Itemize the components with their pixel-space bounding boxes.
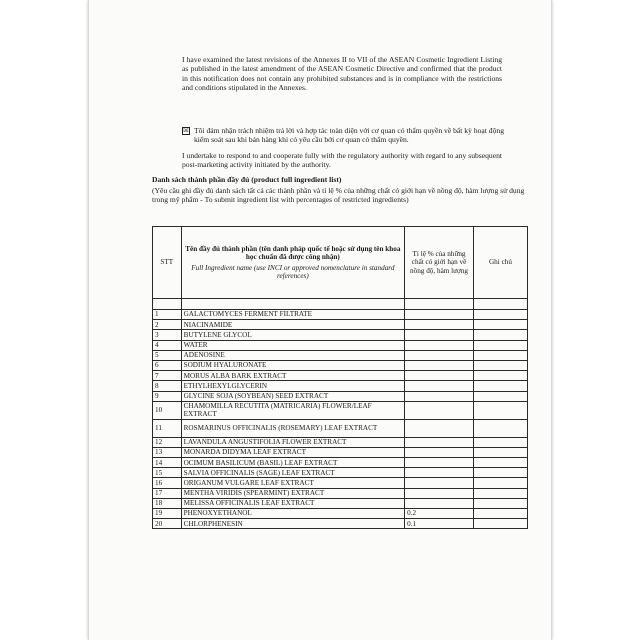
percentage-cell xyxy=(405,381,474,391)
section-note: (Yêu cầu ghi đầy đủ danh sách tất cả các thành phần và tỉ lệ % của những chất có giới hạn về nồng độ, hàm lượng sử dụng trong mỹ phẩm - To submit ingredient list with percentages of restricted ingredients) xyxy=(152,186,525,205)
note-cell xyxy=(473,509,527,519)
ingredient-table xyxy=(152,226,528,529)
row-number-cell: 1 xyxy=(153,310,182,320)
percentage-cell xyxy=(405,419,474,437)
table-row xyxy=(153,360,528,370)
ingredient-name-cell: LAVANDULA ANGUSTIFOLIA FLOWER EXTRACT xyxy=(181,437,405,447)
row-number-cell: 18 xyxy=(153,498,182,508)
ingredient-name-cell: CHAMOMILLA RECUTITA (MATRICARIA) FLOWER/LEAF EXTRACT xyxy=(181,401,405,419)
note-cell xyxy=(473,458,527,468)
header-note: Ghi chú xyxy=(473,227,527,299)
percentage-cell xyxy=(405,498,474,508)
note-cell xyxy=(473,391,527,401)
ingredient-name-cell: PHENOXYETHANOL xyxy=(181,509,405,519)
ingredient-name-cell: BUTYLENE GLYCOL xyxy=(181,330,405,340)
note-cell xyxy=(473,519,527,529)
note-cell xyxy=(473,371,527,381)
spacer-cell xyxy=(181,299,405,310)
row-number-cell: 3 xyxy=(153,330,182,340)
table-row xyxy=(153,478,528,488)
percentage-cell xyxy=(405,320,474,330)
percentage-cell xyxy=(405,340,474,350)
note-cell xyxy=(473,401,527,419)
row-number-cell: 2 xyxy=(153,320,182,330)
ingredient-name-cell: ADENOSINE xyxy=(181,350,405,360)
table-row xyxy=(153,458,528,468)
percentage-cell xyxy=(405,447,474,457)
table-row xyxy=(153,468,528,478)
note-cell xyxy=(473,340,527,350)
row-number-cell: 10 xyxy=(153,401,182,419)
note-cell xyxy=(473,350,527,360)
row-number-cell: 5 xyxy=(153,350,182,360)
row-number-cell: 4 xyxy=(153,340,182,350)
percentage-cell xyxy=(405,478,474,488)
percentage-cell xyxy=(405,330,474,340)
percentage-cell: 0.1 xyxy=(405,519,474,529)
ingredient-name-cell: NIACINAMIDE xyxy=(181,320,405,330)
table-row xyxy=(153,310,528,320)
percentage-cell xyxy=(405,488,474,498)
spacer-cell xyxy=(473,299,527,310)
section-title: Danh sách thành phần đầy đủ (product full ingredient list) xyxy=(152,175,342,184)
percentage-cell xyxy=(405,391,474,401)
ingredient-name-cell: ROSMARINUS OFFICINALIS (ROSEMARY) LEAF EXTRACT xyxy=(181,419,405,437)
note-cell xyxy=(473,320,527,330)
row-number-cell: 15 xyxy=(153,468,182,478)
row-number-cell: 16 xyxy=(153,478,182,488)
percentage-cell xyxy=(405,468,474,478)
header-ingredient-name xyxy=(181,227,405,299)
row-number-cell: 6 xyxy=(153,360,182,370)
header-name-en: Full Ingredient name (use INCI or approved nomenclature in standard references) xyxy=(191,263,395,280)
row-number-cell: 9 xyxy=(153,391,182,401)
percentage-cell xyxy=(405,350,474,360)
header-name-vi: Tên đầy đủ thành phần (tên danh pháp quốc tế hoặc sử dụng tên khoa học chuẩn đã được công nhận) xyxy=(185,245,401,262)
table-row xyxy=(153,509,528,519)
percentage-cell: 0.2 xyxy=(405,509,474,519)
ingredient-name-cell: MENTHA VIRIDIS (SPEARMINT) EXTRACT xyxy=(181,488,405,498)
ingredient-name-cell: MELISSA OFFICINALIS LEAF EXTRACT xyxy=(181,498,405,508)
note-cell xyxy=(473,447,527,457)
table-row xyxy=(153,519,528,529)
row-number-cell: 7 xyxy=(153,371,182,381)
note-cell xyxy=(473,381,527,391)
commitment-vi-text: Tôi đảm nhận trách nhiệm trả lời và hợp tác toàn diện với cơ quan có thẩm quyền về bất kỳ hoạt động kiểm soát sau khi bán hàng khi có yêu cầu bởi cơ quan có thẩm quyền. xyxy=(194,126,504,145)
note-cell xyxy=(473,437,527,447)
commitment-vi-block xyxy=(182,126,504,145)
table-row xyxy=(153,498,528,508)
ingredient-name-cell: MONARDA DIDYMA LEAF EXTRACT xyxy=(181,447,405,457)
spacer-cell xyxy=(405,299,474,310)
note-cell xyxy=(473,419,527,437)
row-number-cell: 12 xyxy=(153,437,182,447)
header-percentage: Tỉ lệ % của những chất có giới hạn về nồng độ, hàm lượng xyxy=(405,227,474,299)
ingredient-name-cell: ETHYLHEXYLGLYCERIN xyxy=(181,381,405,391)
commitment-en-block xyxy=(182,151,502,170)
table-header-row xyxy=(153,227,528,299)
declaration-block xyxy=(182,55,502,93)
header-stt: STT xyxy=(153,227,182,299)
row-number-cell: 8 xyxy=(153,381,182,391)
percentage-cell xyxy=(405,458,474,468)
note-cell xyxy=(473,310,527,320)
note-cell xyxy=(473,330,527,340)
ingredient-name-cell: CHLORPHENESIN xyxy=(181,519,405,529)
table-row xyxy=(153,391,528,401)
declaration-text: I have examined the latest revisions of the Annexes II to VII of the ASEAN Cosmetic Ingredient Listing as published in the latest amendment of the ASEAN Cosmetic Directive and confirmed that the product in this notification does not contain any prohibited substances and is in compliance with the restrictions and conditions stipulated in the Annexes. xyxy=(182,55,502,93)
table-row xyxy=(153,350,528,360)
spacer-cell xyxy=(153,299,182,310)
table-row xyxy=(153,488,528,498)
ingredient-rows xyxy=(153,310,528,529)
table-row xyxy=(153,371,528,381)
table-row xyxy=(153,381,528,391)
ingredient-name-cell: OCIMUM BASILICUM (BASIL) LEAF EXTRACT xyxy=(181,458,405,468)
percentage-cell xyxy=(405,401,474,419)
row-number-cell: 20 xyxy=(153,519,182,529)
ingredient-name-cell: SODIUM HYALURONATE xyxy=(181,360,405,370)
ingredient-name-cell: GLYCINE SOJA (SOYBEAN) SEED EXTRACT xyxy=(181,391,405,401)
percentage-cell xyxy=(405,360,474,370)
table-spacer-row xyxy=(153,299,528,310)
row-number-cell: 19 xyxy=(153,509,182,519)
row-number-cell: 11 xyxy=(153,419,182,437)
percentage-cell xyxy=(405,310,474,320)
table-row xyxy=(153,419,528,437)
checked-checkbox-icon[interactable]: ☒ xyxy=(183,128,189,134)
note-cell xyxy=(473,468,527,478)
ingredient-name-cell: SALVIA OFFICINALIS (SAGE) LEAF EXTRACT xyxy=(181,468,405,478)
note-cell xyxy=(473,498,527,508)
ingredient-name-cell: GALACTOMYCES FERMENT FILTRATE xyxy=(181,310,405,320)
ingredient-name-cell: MORUS ALBA BARK EXTRACT xyxy=(181,371,405,381)
table-row xyxy=(153,320,528,330)
note-cell xyxy=(473,478,527,488)
row-number-cell: 14 xyxy=(153,458,182,468)
ingredient-name-cell: ORIGANUM VULGARE LEAF EXTRACT xyxy=(181,478,405,488)
ingredient-name-cell: WATER xyxy=(181,340,405,350)
table-row xyxy=(153,340,528,350)
note-cell xyxy=(473,360,527,370)
table-row xyxy=(153,447,528,457)
table-row xyxy=(153,401,528,419)
percentage-cell xyxy=(405,437,474,447)
note-cell xyxy=(473,488,527,498)
row-number-cell: 13 xyxy=(153,447,182,457)
percentage-cell xyxy=(405,371,474,381)
row-number-cell: 17 xyxy=(153,488,182,498)
table-row xyxy=(153,437,528,447)
commitment-en-text: I undertake to respond to and cooperate fully with the regulatory authority with regard to any subsequent post-marketing activity initiated by the authority. xyxy=(182,151,502,170)
table-row xyxy=(153,330,528,340)
